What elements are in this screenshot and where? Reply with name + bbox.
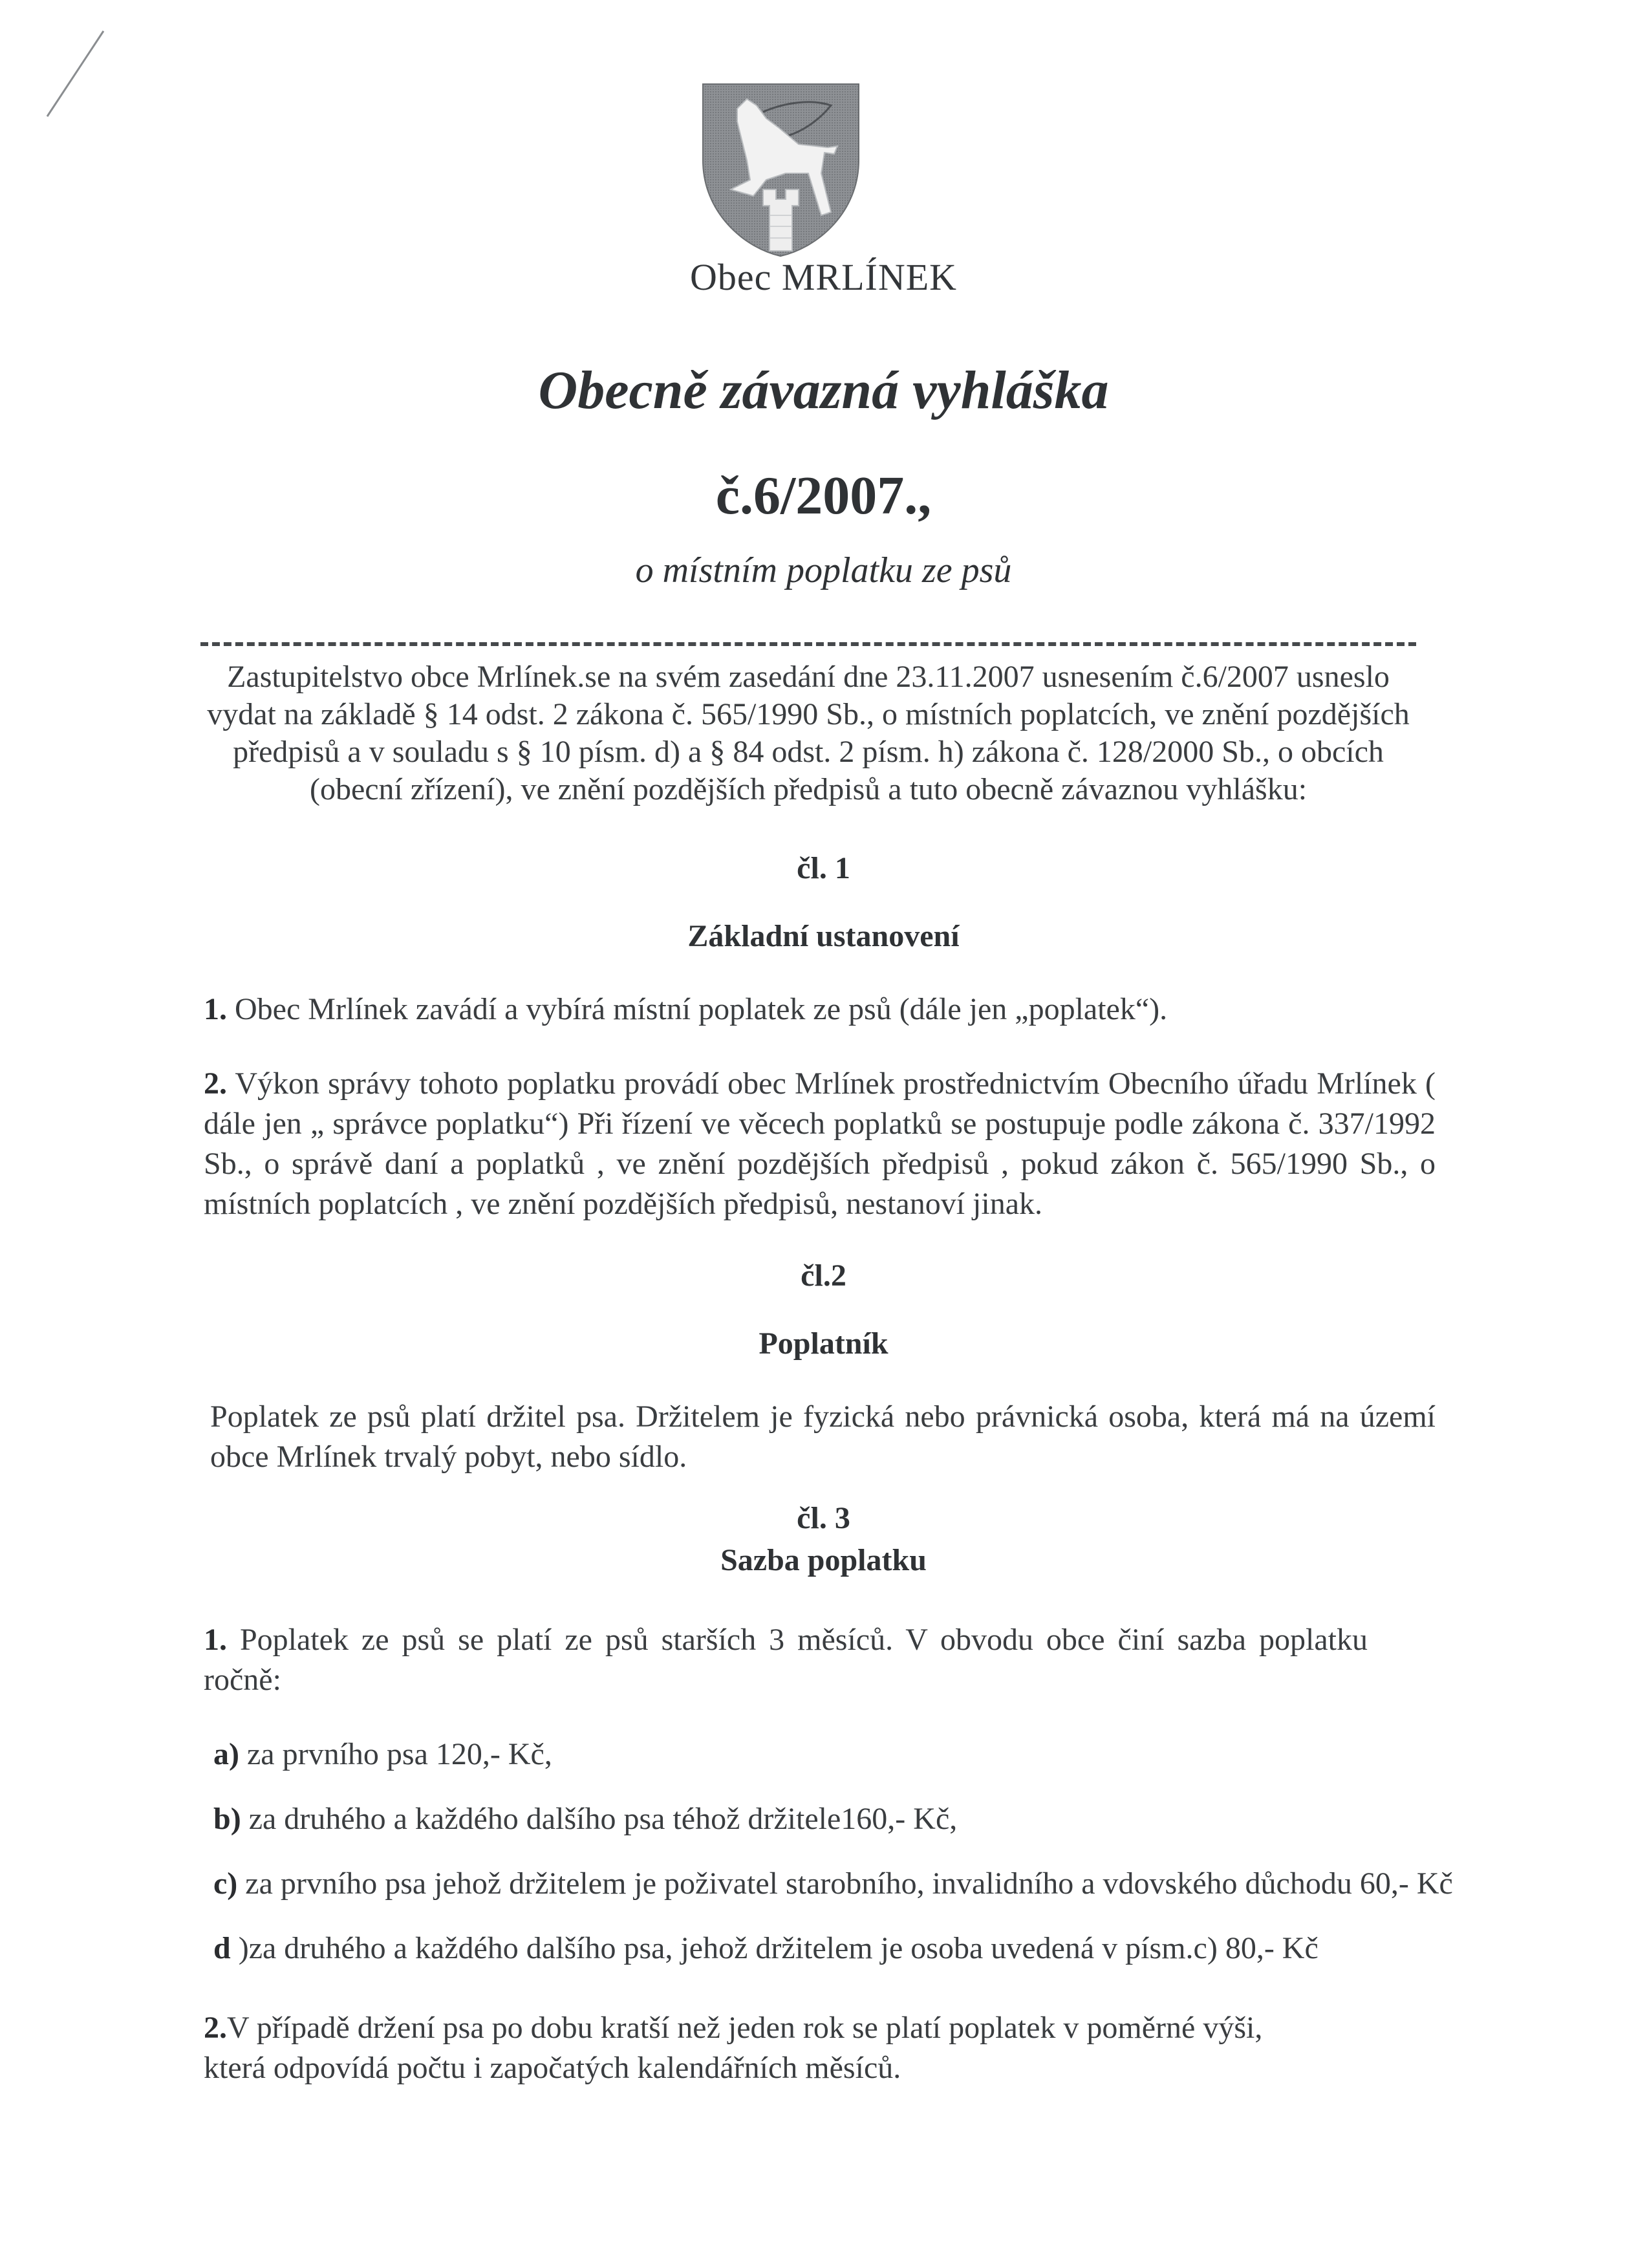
rate-text: za prvního psa jehož držitelem je poživatel starobního, invalidního a vdovského důchodu 60,- Kč	[237, 1866, 1453, 1901]
paragraph-number: 1.	[204, 992, 227, 1026]
paragraph-text: V případě držení psa po dobu kratší než jeden rok se platí poplatek v poměrné výši, která odpovídá počtu i započatých kalendářních měsíců.	[204, 2011, 1263, 2085]
article-1-paragraph-2	[204, 1064, 1436, 1224]
rate-text: za druhého a každého dalšího psa téhož držitele160,- Kč,	[241, 1802, 958, 1836]
paragraph-text: Poplatek ze psů se platí ze psů starších 3 měsíců. V obvodu obce činí sazba poplatku ročně:	[204, 1623, 1368, 1697]
dashed-divider	[200, 642, 1416, 646]
article-3-number: čl. 3	[797, 1501, 850, 1535]
paragraph-text: Výkon správy tohoto poplatku provádí obec Mrlínek prostřednictvím Obecního úřadu Mrlínek ( dále jen „ správce poplatku“) Při řízení ve věcech poplatků se postupuje podle zákona č. 337/1992 Sb., o správě daní a poplatků , ve znění pozdějších předpisů , pokud zákon č. 565/1990 Sb., o místních poplatcích , ve znění pozdějších předpisů, nestanoví jinak.	[204, 1066, 1436, 1221]
document-subject: o místním poplatku ze psů	[635, 550, 1012, 590]
paragraph-number: 2.	[204, 2011, 227, 2045]
rate-item-a	[213, 1736, 552, 1772]
rate-item-d	[213, 1930, 1319, 1966]
article-2-paragraph	[210, 1397, 1436, 1477]
article-3-paragraph-1	[204, 1620, 1368, 1700]
municipality-name: Obec MRLÍNEK	[689, 256, 958, 298]
document-title: Obecně závazná vyhláška	[538, 360, 1109, 420]
article-1-title: Základní ustanovení	[687, 919, 960, 953]
rate-label: b)	[213, 1802, 241, 1836]
rate-text: )za druhého a každého dalšího psa, jehož držitelem je osoba uvedená v písm.c) 80,- Kč	[230, 1931, 1319, 1965]
article-3-paragraph-2	[204, 2008, 1316, 2088]
article-2-title: Poplatník	[759, 1326, 888, 1361]
document-number: č.6/2007.,	[715, 466, 932, 526]
coat-of-arms-icon	[702, 83, 860, 257]
paragraph-text: Obec Mrlínek zavádí a vybírá místní poplatek ze psů (dále jen „poplatek“).	[227, 992, 1168, 1026]
article-1-paragraph-1	[204, 989, 1436, 1030]
paragraph-text: Poplatek ze psů platí držitel psa. Držitelem je fyzická nebo právnická osoba, která má na území obce Mrlínek trvalý pobyt, nebo sídlo.	[210, 1399, 1436, 1474]
intro-paragraph: Zastupitelstvo obce Mrlínek.se na svém zasedání dne 23.11.2007 usnesením č.6/2007 usneslo vydat na základě § 14 odst. 2 zákona č. 565/1990 Sb., o místních poplatcích, ve znění pozdějších předpisů a v souladu s § 10 písm. d) a § 84 odst. 2 písm. h) zákona č. 128/2000 Sb., o obcích (obecní zřízení), ve znění pozdějších předpisů a tuto obecně závaznou vyhlášku:	[207, 660, 1410, 806]
article-3-title: Sazba poplatku	[720, 1543, 927, 1577]
rate-text: za prvního psa 120,- Kč,	[239, 1737, 552, 1771]
pen-stroke-mark	[36, 26, 113, 123]
rate-label: c)	[213, 1866, 238, 1901]
article-2-number: čl.2	[801, 1258, 846, 1293]
rate-item-c	[213, 1866, 1453, 1901]
rate-label: a)	[213, 1737, 239, 1771]
rate-item-b	[213, 1801, 957, 1837]
paragraph-number: 2.	[204, 1066, 227, 1101]
article-1-number: čl. 1	[797, 851, 850, 885]
paragraph-number: 1.	[204, 1623, 227, 1657]
rate-label: d	[213, 1931, 231, 1965]
